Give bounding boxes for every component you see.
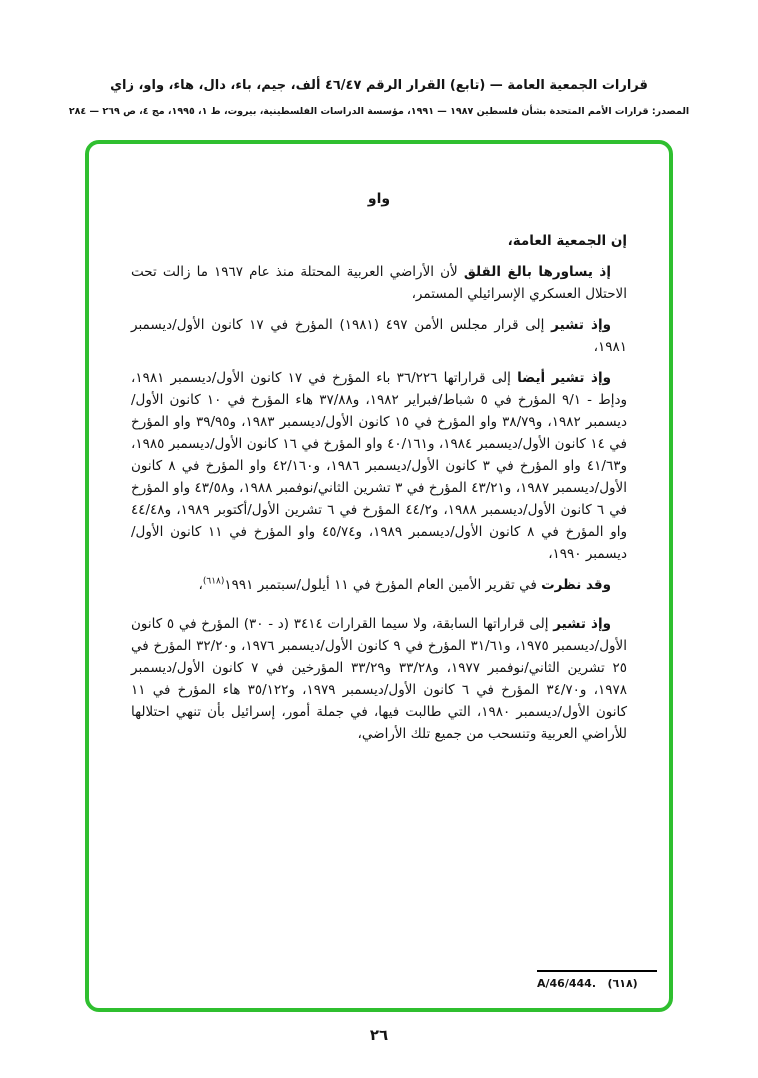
green-frame <box>85 140 673 1012</box>
paragraph-lead: وإذ تشير <box>551 317 611 333</box>
header-title: قرارات الجمعية العامة — (تابع) القرار الرقم ٤٦/٤٧ ألف، جيم، باء، دال، هاء، واو، زاي <box>110 78 648 93</box>
paragraph-recalling-resolutions <box>131 367 627 565</box>
paragraph-recalling-previous <box>131 613 627 745</box>
page-header <box>0 78 758 118</box>
paragraph-preamble <box>131 230 627 252</box>
section-title: واو <box>367 191 391 207</box>
paragraph-recalling-497 <box>131 314 627 358</box>
paragraph-lead: إذ يساورها بالغ القلق <box>463 264 611 280</box>
footnote-text: A/46/444. (٦١٨) <box>537 977 638 990</box>
paragraph-text: لأن الأراضي العربية المحتلة منذ عام ١٩٦٧ ما زالت تحت الاحتلال العسكري الإسرائيلي المستمر، <box>131 264 627 302</box>
paragraph-text: ، <box>198 577 203 593</box>
footnote-separator-rule <box>537 970 657 972</box>
paragraph-concern <box>131 261 627 305</box>
paragraph-text: إلى قرار مجلس الأمن ٤٩٧ (١٩٨١) المؤرخ في ١٧ كانون الأول/ديسمبر ١٩٨١، <box>131 317 627 355</box>
header-source-line: المصدر: قرارات الأمم المتحدة بشأن فلسطين ١٩٨٧ — ١٩٩١، مؤسسة الدراسات الفلسطينية، بيروت، ط ١، ١٩٩٥، مج ٤، ص ٢٦٩ — ٢٨٤ <box>68 106 690 117</box>
footnote-reference: (٦١٨) <box>202 576 225 587</box>
paragraph-lead: وإذ تشير <box>553 616 611 632</box>
footnote-block <box>537 970 657 992</box>
paragraph-text: في تقرير الأمين العام المؤرخ في ١١ أيلول/سبتمبر ١٩٩١ <box>224 577 542 593</box>
page-number: ٢٦ <box>369 1026 389 1044</box>
paragraph-text: إلى قراراتها ٣٦/٢٢٦ باء المؤرخ في ١٧ كانون الأول/ديسمبر ١٩٨١، ودإط - ٩/١ المؤرخ في ٥ شباط/فبراير ١٩٨٢، و٣٧/٨٨ هاء المؤرخ في ١٠ كانون الأول/ديسمبر ١٩٨٢، و٣٨/٧٩ واو المؤرخ في ١٥ كانون الأول/ديسمبر ١٩٨٣، و٣٩/٩٥ واو المؤرخ في ١٤ كانون الأول/ديسمبر ١٩٨٤، و٤٠/١٦١ واو المؤرخ في ١٦ كانون الأول/ديسمبر ١٩٨٥، و٤١/٦٣ واو المؤرخ في ٣ كانون الأول/ديسمبر ١٩٨٦، و٤٢/١٦٠ واو المؤرخ في ٨ كانون الأول/ديسمبر ١٩٨٧، و٤٣/٢١ المؤرخ في ٣ تشرين الثاني/نوفمبر ١٩٨٨، و٤٣/٥٨ واو المؤرخ في ٦ كانون الأول/ديسمبر ١٩٨٨، و٤٤/٢ المؤرخ في ٦ تشرين الأول/أكتوبر ١٩٨٩، و٤٤/٤٨ واو المؤرخ في ٨ كانون الأول/ديسمبر ١٩٨٩، و٤٥/٧٤ واو المؤرخ في ١١ كانون الأول/ديسمبر ١٩٩٠، <box>131 370 628 562</box>
paragraph-lead: وإذ تشير أيضا <box>517 370 611 386</box>
paragraph-lead: إن الجمعية العامة، <box>507 233 627 249</box>
paragraph-considered-report <box>131 574 627 596</box>
paragraph-lead: وقد نظرت <box>541 577 611 593</box>
paragraph-text: إلى قراراتها السابقة، ولا سيما القرارات ٣٤١٤ (د - ٣٠) المؤرخ في ٥ كانون الأول/ديسمبر ١٩٧٥، و٣١/٦١ المؤرخ في ٩ كانون الأول/ديسمبر ١٩٧٦، و٣٢/٢٠ المؤرخ في ٢٥ تشرين الثاني/نوفمبر ١٩٧٧، و٣٣/٢٨ و٣٣/٢٩ المؤرخين في ٧ كانون الأول/ديسمبر ١٩٧٨، و٣٤/٧٠ المؤرخ في ٦ كانون الأول/ديسمبر ١٩٧٩، و٣٥/١٢٢ هاء المؤرخ في ١١ كانون الأول/ديسمبر ١٩٨٠، التي طالبت فيها، في جملة أمور، إسرائيل بأن تنهي احتلالها للأراضي العربية وتنسحب من جميع تلك الأراضي، <box>131 616 628 742</box>
